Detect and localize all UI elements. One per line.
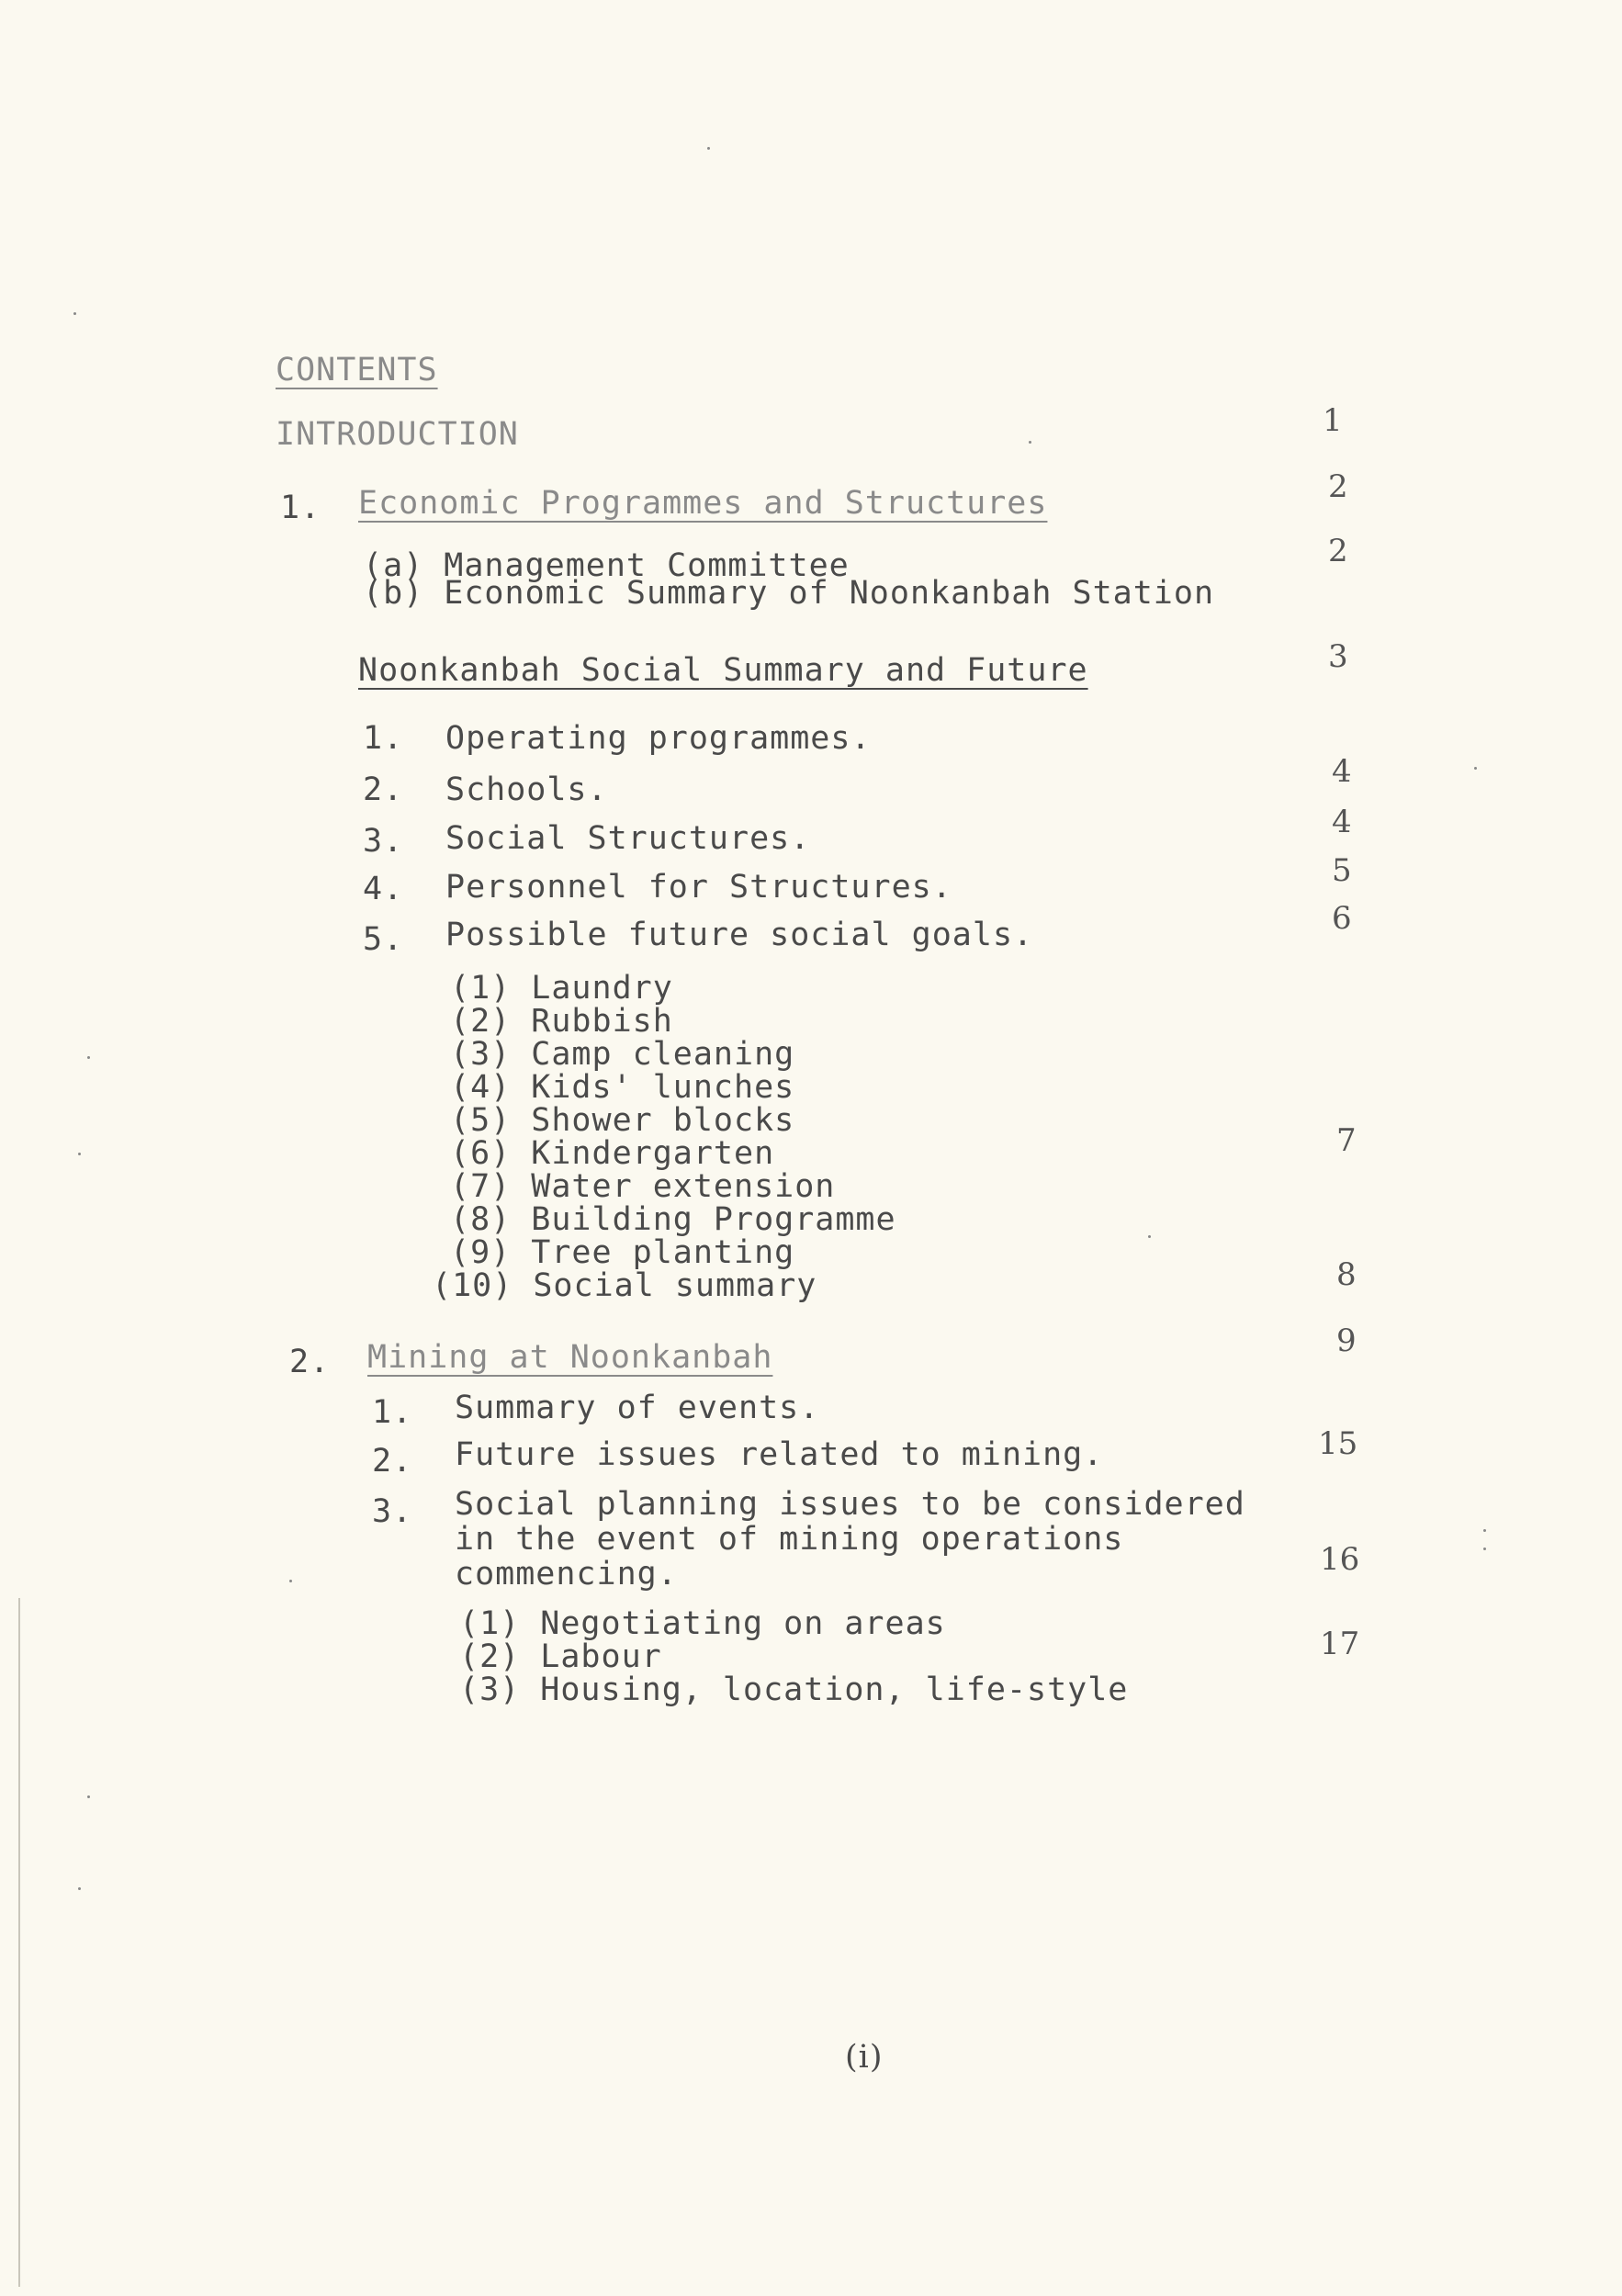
social-item-4-page: 5 xyxy=(1332,852,1352,889)
goal-8: (8) Building Programme xyxy=(450,1201,896,1238)
scan-speck xyxy=(1483,1548,1486,1550)
scan-speck xyxy=(87,1056,90,1059)
scan-speck xyxy=(1474,767,1477,770)
mining-subitem-1: (1) Negotiating on areas xyxy=(459,1605,946,1642)
goals-page-a: 7 xyxy=(1336,1122,1357,1159)
section1-number: 1. xyxy=(280,490,321,526)
mining-subitems-page: 17 xyxy=(1320,1626,1360,1662)
goal-6: (6) Kindergarten xyxy=(450,1135,775,1172)
scan-edge-line xyxy=(18,1598,20,2287)
scan-speck xyxy=(78,1153,81,1155)
footer-page-number: (i) xyxy=(845,2039,884,2076)
goal-7: (7) Water extension xyxy=(450,1168,836,1205)
social-item-4-number: 4. xyxy=(363,871,404,907)
scan-speck xyxy=(1483,1529,1486,1532)
scan-speck xyxy=(707,147,710,150)
section2-item-2-page: 15 xyxy=(1318,1425,1358,1462)
goal-3: (3) Camp cleaning xyxy=(450,1036,795,1073)
section1-item-a: (a) Management Committee xyxy=(363,547,850,584)
social-item-5-label: Possible future social goals. xyxy=(445,917,1034,953)
mining-subitem-2: (2) Labour xyxy=(459,1638,662,1675)
social-item-2-number: 2. xyxy=(363,771,404,808)
scan-speck xyxy=(289,1580,292,1582)
scan-speck xyxy=(87,1795,90,1798)
goals-page-b: 8 xyxy=(1336,1256,1357,1293)
social-title: Noonkanbah Social Summary and Future xyxy=(358,652,1088,689)
goal-10: (10) Social summary xyxy=(432,1267,817,1304)
social-item-3-number: 3. xyxy=(363,823,404,860)
introduction-heading: INTRODUCTION xyxy=(276,416,519,453)
section2-number: 2. xyxy=(289,1344,331,1380)
social-item-3-page: 4 xyxy=(1332,804,1352,840)
section2-item-3-line3: commencing. xyxy=(455,1556,678,1593)
social-item-5-page: 6 xyxy=(1332,900,1352,937)
section2-title: Mining at Noonkanbah xyxy=(367,1339,773,1376)
scan-speck xyxy=(78,1887,81,1890)
section2-page: 9 xyxy=(1336,1322,1357,1359)
social-item-2-page: 4 xyxy=(1332,753,1352,790)
section2-item-3-page: 16 xyxy=(1320,1541,1360,1578)
section1-title: Economic Programmes and Structures xyxy=(358,485,1048,522)
goal-9: (9) Tree planting xyxy=(450,1234,795,1271)
section1-page: 2 xyxy=(1328,468,1348,505)
social-item-5-number: 5. xyxy=(363,921,404,958)
section2-item-3-number: 3. xyxy=(372,1493,413,1530)
section1-item-b: (b) Economic Summary of Noonkanbah Station xyxy=(363,575,1215,612)
goal-1: (1) Laundry xyxy=(450,970,673,1007)
social-item-1-label: Operating programmes. xyxy=(445,720,872,757)
social-item-1-number: 1. xyxy=(363,720,404,757)
section2-item-3-label: Social planning issues to be considered xyxy=(455,1486,1245,1523)
goal-4: (4) Kids' lunches xyxy=(450,1069,795,1106)
section2-item-1-label: Summary of events. xyxy=(455,1390,820,1426)
section1-item-a-page: 2 xyxy=(1328,533,1348,569)
scan-speck xyxy=(73,312,76,315)
contents-title: CONTENTS xyxy=(276,352,438,388)
goal-5: (5) Shower blocks xyxy=(450,1102,795,1139)
section2-item-3-line2: in the event of mining operations xyxy=(455,1521,1124,1558)
introduction-page: 1 xyxy=(1323,402,1343,439)
social-page: 3 xyxy=(1328,638,1348,675)
section2-item-1-number: 1. xyxy=(372,1394,413,1431)
social-item-2-label: Schools. xyxy=(445,771,608,808)
section2-item-2-number: 2. xyxy=(372,1443,413,1480)
social-item-4-label: Personnel for Structures. xyxy=(445,869,952,906)
section2-item-2-label: Future issues related to mining. xyxy=(455,1436,1104,1473)
goal-2: (2) Rubbish xyxy=(450,1003,673,1040)
mining-subitem-3: (3) Housing, location, life-style xyxy=(459,1671,1129,1708)
scan-speck xyxy=(1029,441,1031,444)
social-item-3-label: Social Structures. xyxy=(445,820,811,857)
scan-speck xyxy=(1148,1235,1151,1238)
